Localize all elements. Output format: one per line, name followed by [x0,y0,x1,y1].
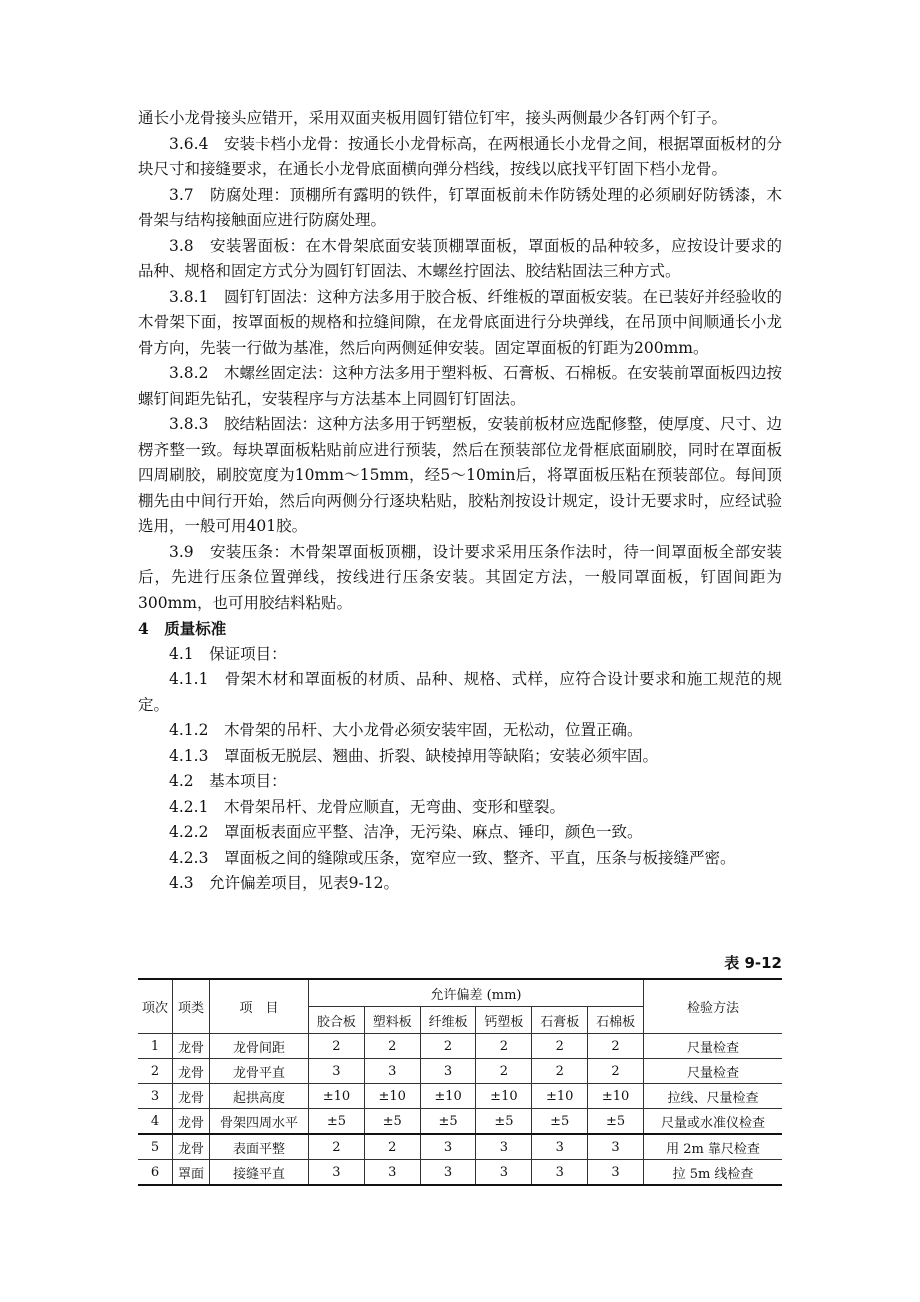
cell-method: 尺量检查 [644,1059,783,1084]
header-material: 塑料板 [364,1007,420,1034]
cell-value: 3 [309,1160,365,1186]
cell-value: 2 [420,1034,476,1059]
cell-value: 2 [532,1059,588,1084]
cell-value: 2 [364,1034,420,1059]
cell-value: 3 [364,1160,420,1186]
cell-value: 2 [309,1134,365,1160]
table-row [138,1059,782,1084]
paragraph: 4.1.1 骨架木材和罩面板的材质、品种、规格、式样，应符合设计要求和施工规范的规定。 [138,670,782,714]
cell-method: 用 2m 靠尺检查 [644,1134,783,1160]
cell-value: 3 [588,1134,644,1160]
cell-value: 3 [420,1059,476,1084]
tolerance-table [138,978,782,1186]
cell-method: 拉线、尺量检查 [644,1084,783,1109]
cell-seq: 5 [138,1134,173,1160]
header-seq: 项次 [138,979,173,1034]
paragraph: 4.3 允许偏差项目，见表9-12。 [169,874,399,892]
paragraph: 3.6.4 安装卡档小龙骨：按通长小龙骨标高，在两根通长小龙骨之间，根据罩面板材的分块尺寸和接缝要求，在通长小龙骨底面横向弹分档线，按线以底找平钉固下档小龙骨。 [138,134,782,178]
cell-seq: 4 [138,1109,173,1135]
cell-value: 2 [588,1034,644,1059]
paragraph: 3.8.3 胶结粘固法：这种方法多用于钙塑板，安装前板材应选配修整，使厚度、尺寸、边楞齐整一致。每块罩面板粘贴前应进行预装，然后在预装部位龙骨框底面刷胶，同时在罩面板四周刷胶，刷胶宽度为10mm～15mm，经5～10min后，将罩面板压粘在预装部位。每间顶棚先由中间行开始，然后向两侧分行逐块粘贴，胶粘剂按设计规定，设计无要求时，应经试验选用，一般可用401胶。 [138,415,782,535]
cell-value: 2 [364,1134,420,1160]
cell-item: 骨架四周水平 [210,1109,309,1135]
cell-item: 表面平整 [210,1134,309,1160]
cell-value: ±10 [532,1084,588,1109]
cell-item: 接缝平直 [210,1160,309,1186]
cell-value: 3 [420,1134,476,1160]
table-row [138,1134,782,1160]
cell-value: ±5 [420,1109,476,1135]
header-material: 石膏板 [532,1007,588,1034]
table-row [138,1034,782,1059]
paragraph: 3.8.1 圆钉钉固法：这种方法多用于胶合板、纤维板的罩面板安装。在已装好并经验收的木骨架下面，按罩面板的规格和拉缝间隙，在龙骨底面进行分块弹线，在吊顶中间顺通长小龙骨方向，先装一行做为基准，然后向两侧延伸安装。固定罩面板的钉距为200mm。 [138,287,782,357]
paragraph: 3.8 安装署面板：在木骨架底面安装顶棚罩面板，罩面板的品种较多，应按设计要求的品种、规格和固定方式分为圆钉钉固法、木螺丝拧固法、胶结粘固法三种方式。 [138,236,782,280]
paragraph: 4.1 保证项目： [169,644,287,663]
paragraph: 4.2.2 罩面板表面应平整、洁净，无污染、麻点、锤印，颜色一致。 [169,823,643,841]
cell-value: 3 [364,1059,420,1084]
cell-value: ±10 [588,1084,644,1109]
cell-value: ±5 [476,1109,532,1135]
cell-item: 起拱高度 [210,1084,309,1109]
cell-method: 拉 5m 线检查 [644,1160,783,1186]
section-heading: 4 质量标准 [138,619,227,638]
cell-value: 3 [309,1059,365,1084]
cell-seq: 1 [138,1034,173,1059]
table-row [138,1109,782,1135]
paragraph: 通长小龙骨接头应错开，采用双面夹板用圆钉错位钉牢，接头两侧最少各钉两个钉子。 [138,109,728,127]
paragraph: 4.1.3 罩面板无脱层、翘曲、折裂、缺棱掉用等缺陷；安装必须牢固。 [169,746,658,765]
table-row [138,1160,782,1186]
cell-value: 3 [476,1160,532,1186]
cell-seq: 3 [138,1084,173,1109]
paragraph: 4.1.2 木骨架的吊杆、大小龙骨必须安装牢固，无松动，位置正确。 [169,721,643,739]
cell-category: 龙骨 [173,1059,210,1084]
cell-category: 龙骨 [173,1109,210,1135]
cell-category: 龙骨 [173,1134,210,1160]
paragraph: 4.2.3 罩面板之间的缝隙或压条，宽窄应一致、整齐、平直，压条与板接缝严密。 [169,848,736,867]
cell-value: 2 [588,1059,644,1084]
cell-value: ±10 [476,1084,532,1109]
body-text [138,106,782,897]
cell-value: 3 [532,1134,588,1160]
paragraph: 4.2.1 木骨架吊杆、龙骨应顺直，无弯曲、变形和壁裂。 [169,797,565,816]
cell-value: ±5 [532,1109,588,1135]
cell-value: 3 [476,1134,532,1160]
header-item: 项 目 [210,979,309,1034]
cell-item: 龙骨间距 [210,1034,309,1059]
table-caption: 表 9-12 [724,954,782,972]
cell-value: ±10 [420,1084,476,1109]
header-material: 钙塑板 [476,1007,532,1034]
cell-value: 3 [420,1160,476,1186]
cell-seq: 2 [138,1059,173,1084]
cell-value: 2 [476,1034,532,1059]
cell-value: 3 [532,1160,588,1186]
cell-method: 尺量检查 [644,1034,783,1059]
cell-item: 龙骨平直 [210,1059,309,1084]
cell-value: ±10 [364,1084,420,1109]
cell-value: ±5 [588,1109,644,1135]
cell-category: 龙骨 [173,1084,210,1109]
cell-category: 龙骨 [173,1034,210,1059]
table-body [138,1034,782,1186]
header-material: 纤维板 [420,1007,476,1034]
header-category: 项类 [173,979,210,1034]
cell-value: 2 [309,1034,365,1059]
cell-method: 尺量或水准仪检查 [644,1109,783,1135]
header-material: 胶合板 [309,1007,365,1034]
cell-value: ±5 [364,1109,420,1135]
header-material: 石棉板 [588,1007,644,1034]
paragraph: 4.2 基本项目： [169,772,287,790]
cell-value: 3 [588,1160,644,1186]
cell-value: ±10 [309,1084,365,1109]
paragraph: 3.7 防腐处理：顶棚所有露明的铁件，钉罩面板前未作防锈处理的必须刷好防锈漆，木骨架与结构接触面应进行防腐处理。 [138,185,782,229]
cell-value: 2 [476,1059,532,1084]
header-tolerance: 允许偏差 (mm) [309,979,644,1007]
paragraph: 3.8.2 木螺丝固定法：这种方法多用于塑料板、石膏板、石棉板。在安装前罩面板四边按螺钉间距先钻孔，安装程序与方法基本上同圆钉钉固法。 [138,364,782,408]
header-method: 检验方法 [644,979,783,1034]
cell-seq: 6 [138,1160,173,1186]
cell-value: 2 [532,1034,588,1059]
table-row [138,1084,782,1109]
cell-category: 罩面 [173,1160,210,1186]
cell-value: ±5 [309,1109,365,1135]
paragraph: 3.9 安装压条：木骨架罩面板顶棚，设计要求采用压条作法时，待一间罩面板全部安装后，先进行压条位置弹线，按线进行压条安装。其固定方法，一般同罩面板，钉固间距为300mm，也可用胶结料粘贴。 [138,542,782,612]
